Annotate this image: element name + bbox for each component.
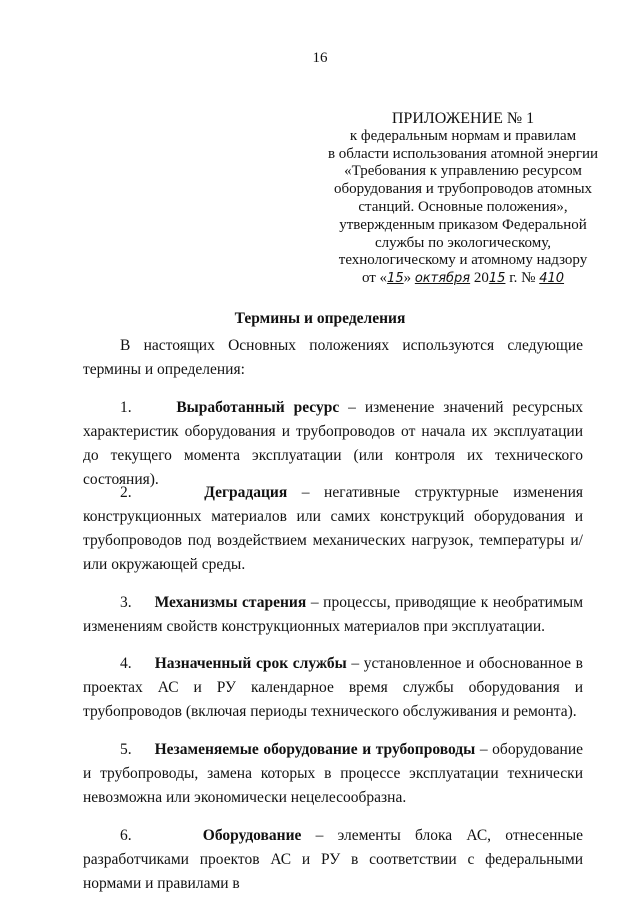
term-name: Деградация bbox=[204, 484, 288, 501]
date-prefix: от « bbox=[361, 270, 388, 287]
term-definition: – изменение значений ресурсных характеристик оборудования и трубопроводов от начала их эксплуатации до текущего момента эксплуатации (или контроля их технического состояния). bbox=[83, 399, 584, 488]
date-sep: » bbox=[403, 270, 415, 287]
order-number: 410 bbox=[539, 271, 565, 287]
term-name: Оборудование bbox=[202, 827, 302, 844]
term-number: 3. bbox=[120, 594, 132, 611]
term-name: Назначенный срок службы bbox=[154, 655, 347, 672]
order-date-line bbox=[318, 270, 608, 288]
term-6 bbox=[83, 824, 583, 896]
term-name: Механизмы старения bbox=[154, 594, 307, 611]
term-definition: – процессы, приводящие к необратимым изменениям свойств конструкционных материалов при эксплуатации. bbox=[83, 594, 583, 635]
term-name: Выработанный ресурс bbox=[176, 399, 340, 416]
appendix-line: службы по экологическому, bbox=[375, 234, 551, 251]
term-number: 5. bbox=[120, 741, 132, 758]
term-1 bbox=[83, 396, 583, 492]
term-5 bbox=[83, 738, 583, 810]
appendix-title: ПРИЛОЖЕНИЕ № 1 bbox=[391, 110, 535, 127]
appendix-line: в области использования атомной энергии bbox=[327, 145, 599, 162]
appendix-line: утвержденным приказом Федеральной bbox=[339, 216, 587, 233]
date-day: 15 bbox=[387, 271, 404, 287]
appendix-block bbox=[318, 110, 608, 288]
appendix-line: станций. Основные положения», bbox=[358, 198, 568, 215]
term-number: 2. bbox=[120, 484, 132, 501]
term-definition: – установленное и обоснованное в проектах АС и РУ календарное время службы оборудования и трубопроводов (включая периоды технического обслуживания и ремонта). bbox=[83, 655, 583, 720]
intro-paragraph bbox=[83, 334, 583, 382]
term-number: 1. bbox=[120, 399, 132, 416]
date-year-prefix: 20 bbox=[470, 270, 489, 287]
term-number: 4. bbox=[120, 655, 132, 672]
page-number: 16 bbox=[312, 50, 328, 66]
date-suffix: г. № bbox=[505, 270, 540, 287]
date-year: 15 bbox=[488, 271, 506, 287]
term-definition: – оборудование и трубопроводы, замена которых в процессе эксплуатации технически невозможна или экономически нецелесообразна. bbox=[83, 741, 583, 806]
term-number: 6. bbox=[120, 827, 132, 844]
term-definition: – негативные структурные изменения конструкционных материалов или самих конструкций оборудования и трубопроводов под воздействием механических нагрузок, температуры и/или окружающей среды. bbox=[83, 484, 584, 573]
section-title: Термины и определения bbox=[234, 310, 406, 327]
term-4 bbox=[83, 652, 583, 724]
term-2 bbox=[83, 481, 583, 577]
intro-text: В настоящих Основных положениях используются следующие термины и определения: bbox=[83, 337, 583, 378]
term-definition: – элементы блока АС, отнесенные разработчиками проектов АС и РУ в соответствии с федеральными нормами и правилами в bbox=[83, 827, 583, 892]
appendix-line: «Требования к управлению ресурсом bbox=[344, 163, 582, 180]
term-name: Незаменяемые оборудование и трубопроводы bbox=[154, 741, 476, 758]
term-3 bbox=[83, 591, 583, 639]
appendix-line: технологическому и атомному надзору bbox=[338, 252, 588, 269]
appendix-line: к федеральным нормам и правилам bbox=[349, 127, 577, 144]
date-month: октября bbox=[414, 271, 471, 287]
appendix-line: оборудования и трубопроводов атомных bbox=[333, 181, 593, 198]
